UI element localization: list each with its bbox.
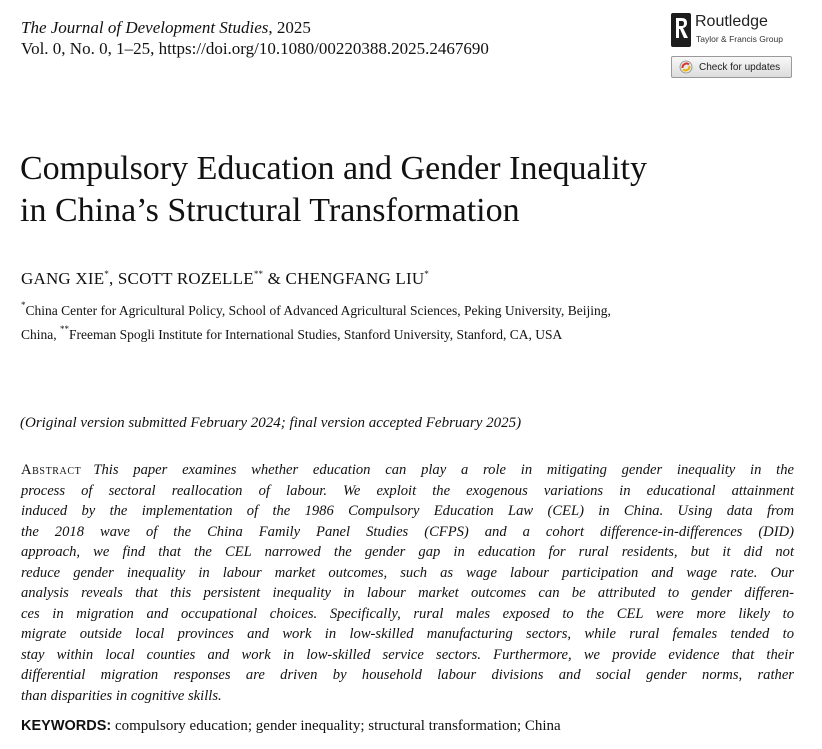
keywords-list: compulsory education; gender inequality; structural transformation; China	[114, 718, 561, 734]
publisher-group: Taylor & Francis Group	[696, 34, 783, 44]
affiliation-text: China Center for Agricultural Policy, School of Advanced Agricultural Sciences, Peking University, Beijing,	[25, 303, 611, 318]
article-title	[20, 148, 810, 232]
title-line-2: in China’s Structural Transformation	[20, 192, 520, 229]
citation-line[interactable]: Vol. 0, No. 0, 1–25, https://doi.org/10.1080/00220388.2025.2467690	[21, 39, 489, 58]
routledge-logo-icon	[669, 12, 693, 48]
check-updates-label: Check for updates	[699, 61, 781, 73]
keywords	[21, 718, 561, 735]
abstract-heading: Abstract	[21, 462, 82, 478]
abstract-line: the 2018 wave of the China Family Panel Studies (CFPS) and a cohort difference-in-differences (DID)	[21, 523, 794, 540]
affiliation-text: China,	[21, 327, 60, 342]
affiliation-line-2	[21, 320, 811, 344]
abstract-text: This paper examines whether education can play a role in mitigating gender inequality in the	[93, 462, 794, 478]
abstract-line	[21, 460, 794, 481]
affiliation-mark: *	[21, 300, 26, 310]
abstract-line: migrate outside local provinces and work in low-skilled manufacturing sectors, while rural females tended to	[21, 626, 794, 642]
publisher-logo[interactable]	[669, 12, 809, 52]
publisher-name: Routledge	[695, 13, 768, 30]
journal-year: , 2025	[268, 18, 311, 37]
title-line-1: Compulsory Education and Gender Inequality	[20, 150, 647, 187]
abstract	[21, 460, 794, 706]
submission-history: (Original version submitted February 2024; final version accepted February 2025)	[20, 415, 522, 431]
check-updates-icon	[679, 60, 693, 74]
author-mark: *	[424, 269, 429, 279]
abstract-line: ces in migration and occupational choices. Specifically, rural males exposed to the CEL were more likely to	[21, 605, 794, 622]
author-separator: ,	[108, 269, 118, 288]
abstract-line: analysis reveals that this persistent inequality in labour market outcomes can be attributed to gender differen-	[21, 585, 794, 601]
journal-name-line	[21, 17, 489, 38]
author-name[interactable]: GANG XIE	[21, 269, 105, 288]
journal-name: The Journal of Development Studies	[21, 18, 269, 37]
affiliation-mark: **	[60, 324, 69, 334]
abstract-line: stay within local counties and work in low-skilled service sectors. Furthermore, we provide evidence that their	[21, 646, 794, 663]
author-mark: **	[253, 269, 264, 279]
journal-header	[21, 17, 489, 59]
author-separator: &	[263, 269, 286, 288]
abstract-line: than disparities in cognitive skills.	[21, 687, 222, 704]
check-for-updates-button[interactable]	[671, 56, 792, 78]
author-name[interactable]: CHENGFANG LIU	[285, 269, 425, 288]
abstract-line: approach, we find that the CEL narrowed the gender gap in education for rural residents, but it did not	[21, 544, 794, 560]
author-name[interactable]: SCOTT ROZELLE	[117, 269, 254, 288]
abstract-line: process of sectoral reallocation of labour. We exploit the exogenous variations in educational attainment	[21, 482, 794, 499]
abstract-line: differential migration responses are driven by household labour divisions and social gender norms, rather	[21, 667, 794, 683]
abstract-line: induced by the implementation of the 1986 Compulsory Education Law (CEL) in China. Using data from	[21, 503, 794, 519]
author-mark: *	[104, 269, 109, 279]
keywords-label: KEYWORDS:	[21, 718, 112, 734]
affiliations	[21, 296, 811, 344]
author-list	[21, 269, 429, 289]
affiliation-line-1	[21, 296, 811, 320]
abstract-line: reduce gender inequality in labour market outcomes, such as wage labour participation and wage rate. Our	[21, 564, 794, 581]
affiliation-text: Freeman Spogli Institute for International Studies, Stanford University, Stanford, CA, USA	[69, 327, 563, 342]
